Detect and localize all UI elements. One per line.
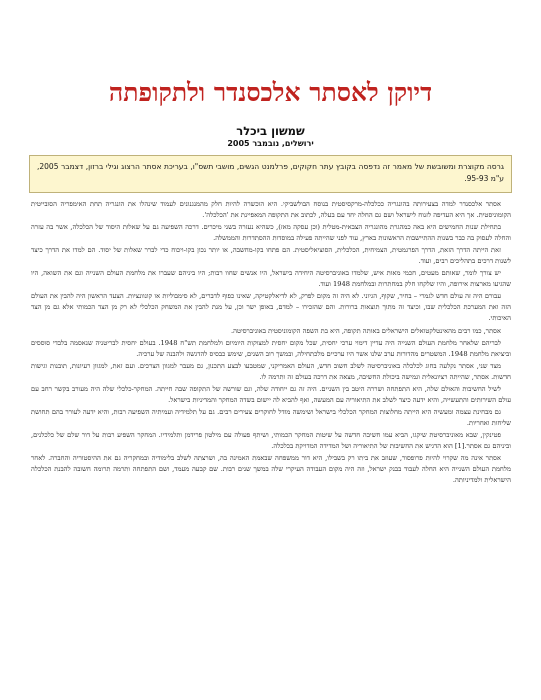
body-paragraph: עבורם היה זה עולם חדש לגמרי – בחיר, שקוף, הגיוני. לא היה זה מקום לפרק, לא לדיאלקטיקה, שאינו כפוף לדברים, לא סימבוליות או קונוונציות. הצעד הראשון היה להבין את העולם הזה ואת המערכת הכלכלית שבו, וכיצד זה מתוך תוצאות ברורות. והם שהזכירו – למדם, באופן ישר וכן, על מנת להבין את המשחק הכלכלי לא רק מן הצד הכמותי אלא גם מן הצד האיכותי. [31,292,511,323]
body-paragraph: זאת הייתה הדרך הזאת, הדרך הפרגמטית, הצמיחית, הכלכלית, הסוציאליסטית. הם פתחו בקו-מחשבה, או יותר נכון בקו-ויכוח כדי לברר שאלות של יסוד. הם למדו את הדרך כיצד לשנות דרכים בתהליכים רבים, ועוד. [31,246,511,266]
body-paragraph: יש צורך לומר, שאותם מעטים, חכמי מאות איש, שלמדו באוניברסיטה היחידה בישראל, היו אנשים שחוו רבות; היו ביניהם שעברו את מלחמת העולם השנייה וגם את השואה, היו שהגיעו מארצות אירופה, והיו שלקחו חלק במחתרות ובמלחמת 1948 ועוד. [31,269,511,289]
body-paragraph: מצד שני, אסתר נקלעה בחוג לכלכלה באוניברסיטה לשלב חשוב חדש, העולם האמריקני, שמטבעו לבצע התכנון, גם מעבר למגוון הצרכים. ועם זאת, למגוון רעיונות, תובנות וגישות חדשות. אסתר, שהייתה רציונאלית וגמישה ביכולת החשיבה, מצאה את דרכה בעולם זה ותרמה לו. [31,361,511,381]
document-title: דיוקן לאסתר אלכסנדר ולתקופתה [108,78,433,107]
body-paragraph: לשיל החשיבות והאולם שלה, היא התפתחה ושררה היטב בין השניים. היה זה גם ייחודה שלה, וגם שורשה של התקופה שבה חייתה. המחקר-כלכלי שלה היה מעורב בקשר רחב עם עולם השירותים והתעשייה, והיא ידעה כיצד לשלב את התיאוריה עם המעשה, ואף להביא לה יישום בשדה המחקר והמדיניות בישראל. [31,384,511,404]
body-paragraph: אסתר אלכסנדר למדה בצעירותה בהונגריה ככלכלה-מרקסיסטית בנוסח הבולשביקי. היא הוכשרה להיות חלק מהמנגנונים לעמוד שינהלו את הונגריה תחת האימפריה הסובייטית הקומוניסטית. אך היא העדיפה לזנוח לישראל ושם גם החלה יחד עם בעלה, לכתוב את התקופה המאפיינת את 'הכלכלה'. [31,200,511,220]
body-paragraph: גם מבחינת עצמה ומעשיה היא הייתה מחלוצות המחקר הכלכלי בישראל ושימשה מודל לחוקרים צעירים רבים. גם על תלמידיה ועמיתיה השפיעה רבות, והיא ידעה לעורר בהם תחושת שליחות ואחריות. [31,407,511,427]
body-paragraph: פטינקין, שבא מאוניברסיטת שיקגו, הביא עמו חשיבה חדשה על שיטות המחקר הכמותי, ושיתף פעולה עם מילטון פרידמן ותלמידיו. המחקר השפיע רבות על דור שלם של כלכלנים, וביניהם גם אסתר.[1] הוא הדגיש את החשיבות של התיאוריה ושל המדידה המדויקת בכלכלה. [31,430,511,450]
author-name: שמשון ביכלר [236,124,305,138]
body-paragraph: לבריהם שלאחר מלחמת העולם השנייה היה עדיין דימוי ערכי יחסית, שכל מקום יחסית למצוקות היומיום ולמלחמת תש"ח 1948. בעולם יחסית לבריטניה שנאסמה בלבדי סוססים וביציאת מלחמת 1948. המשטרים מהדורות ערב שלנו אשר היו ערכיים מלכתחילה, ובמשך רוב השנים, שימש כבסיס להדגשה ולהבנה של ערכיה. [31,338,511,358]
publication-note: גרסה מקוצרת ומשובשת של מאמר זה נדפסה בקובץ עתר חקוקים, פרלמנט הגשים, מושבי תשס"ו, בעריכת אסתר הרצוג וגילי ברזון, דצמבר 2005, ע"מ 95-93. [29,155,512,193]
body-paragraph: אסתר אינה מה שקרוי להיות פרופסור, שעוזב את ביתו רק בשבילו, היא דור ממשפחה שבאמת האמינה בה, ושרצתה לשלב בלימודיה ובמחקריה גם את ההיסטוריה והחברה. לאחר מלחמת העולם השנייה היא החלה לעבוד בבנק ישראל, וזה היה מקום העבודה העיקרי שלה במשך שנים רבות. שם קבעה מעמד, ושם התפתחה ותרמה תרומה חשובה להבנת הכלכלה הישראלית ולמדיניותה. [31,454,511,485]
dateline: ירושלים, נובמבר 2005 [227,139,314,148]
body-paragraph: אסתר, כמו רבים מהאינטלקטואלים הישראלים באותה תקופה, היא בת השפה הקומוניסטית באוניברסיטה. [230,326,501,335]
body-paragraph: בתחילת שנות החמישים היא באה כמהגרת מהונגריה הצבאית-מטלית (וכן עסקה מאז), כשהיא נעזרה בשני מיכרים. דרכה השפיעה גם על שאלות היסוד של הכלכלה, אשר בה עזרה והחלה לעסוק בה כבר בשנות ההתיישבות הראשונות בארץ, עוד לפני שהייתה פעילה במוסדות ההסתדרות והממשלה. [31,223,511,243]
article-body [31,199,511,487]
